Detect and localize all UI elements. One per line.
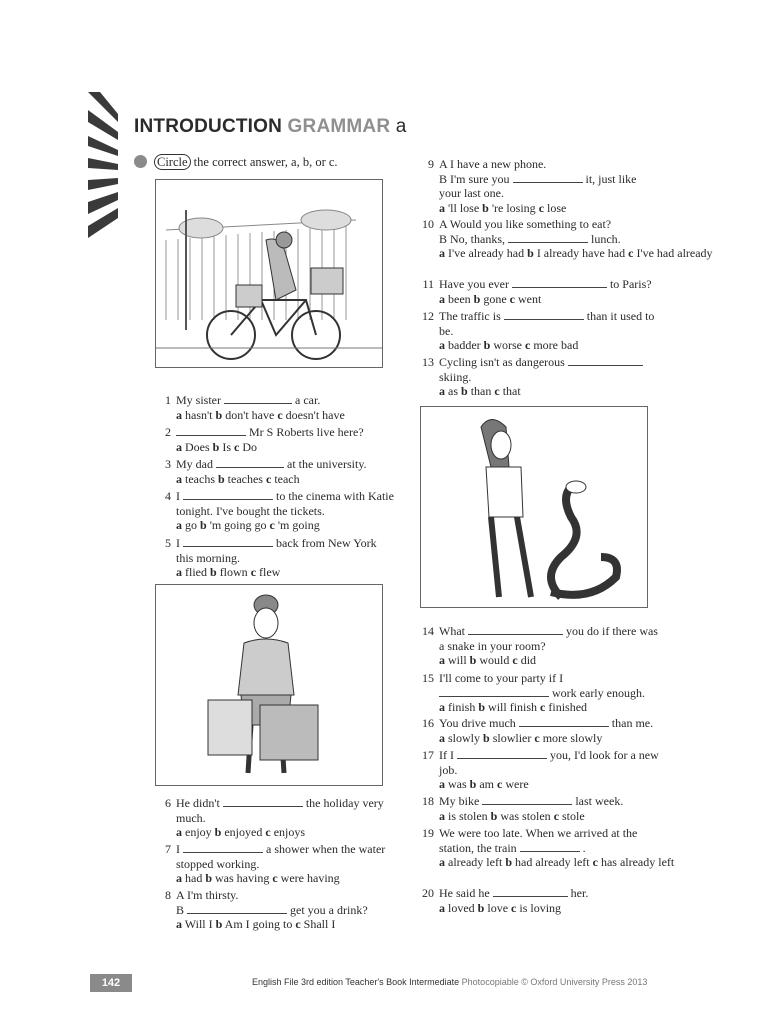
- snake-illustration: [420, 406, 648, 608]
- answer-option-b[interactable]: b gone: [473, 291, 507, 306]
- question-17: [422, 748, 659, 792]
- answer-option-a[interactable]: a I've already had: [439, 246, 525, 260]
- question-12: [422, 309, 659, 353]
- answer-options: [439, 292, 659, 307]
- answer-option-b[interactable]: b was stolen: [490, 808, 551, 823]
- answer-option-a[interactable]: a already left: [439, 855, 503, 869]
- question-1: [165, 393, 396, 422]
- page-title: INTRODUCTION GRAMMAR a: [134, 116, 407, 137]
- cyclist-illustration: [155, 179, 383, 368]
- question-text: B I'm sure you it, just like your last one.: [439, 171, 637, 200]
- answer-option-a[interactable]: a loved: [439, 900, 475, 915]
- page-footer: [90, 974, 690, 994]
- answer-blank[interactable]: [520, 841, 580, 852]
- question-4: [165, 489, 396, 533]
- answer-blank[interactable]: [187, 903, 287, 914]
- question-13: [422, 355, 659, 399]
- answer-option-a[interactable]: a slowly: [439, 730, 481, 745]
- answer-blank[interactable]: [216, 457, 284, 468]
- footer-text: English File 3rd edition Teacher's Book Intermediate Photocopiable © Oxford University Press 2013: [252, 977, 648, 987]
- answer-option-b[interactable]: b Am I going to: [215, 917, 293, 931]
- answer-option-c[interactable]: c 'm going: [269, 518, 320, 532]
- question-number: 3: [165, 457, 171, 471]
- answer-option-b[interactable]: b enjoyed: [214, 825, 263, 839]
- answer-options: [439, 901, 659, 916]
- answer-option-b[interactable]: b worse: [483, 338, 523, 352]
- question-number: 6: [165, 796, 171, 810]
- answer-option-b[interactable]: b am: [469, 777, 495, 791]
- question-number: 8: [165, 888, 171, 902]
- answer-options: [176, 825, 396, 840]
- question-10: [422, 217, 713, 261]
- question-18: [422, 794, 659, 823]
- answer-blank[interactable]: [519, 716, 609, 727]
- answer-option-c[interactable]: c enjoys: [265, 825, 306, 839]
- answer-option-c[interactable]: c Do: [234, 439, 258, 454]
- question-text: If I you, I'd look for a new job.: [439, 748, 659, 777]
- question-number: 20: [422, 886, 434, 900]
- answer-blank[interactable]: [224, 393, 292, 404]
- answer-option-c[interactable]: c Shall I: [295, 917, 336, 931]
- question-text: I a shower when the water stopped working.: [176, 842, 386, 871]
- answer-option-c[interactable]: c doesn't have: [277, 407, 345, 422]
- answer-options: [176, 565, 396, 580]
- question-number: 11: [422, 277, 434, 291]
- question-number: 18: [422, 794, 434, 808]
- question-20: [422, 886, 659, 915]
- answer-option-b[interactable]: b Is: [212, 439, 232, 454]
- answer-options: [439, 731, 659, 746]
- answer-blank[interactable]: [508, 232, 588, 243]
- question-text: The traffic is than it used to be.: [439, 309, 655, 338]
- answer-option-c[interactable]: c more bad: [525, 338, 579, 352]
- answer-option-c[interactable]: c is loving: [511, 900, 562, 915]
- question-11: [422, 277, 659, 306]
- question-6: [165, 796, 396, 840]
- answer-option-a[interactable]: a teachs: [176, 471, 215, 486]
- question-text: I to the cinema with Katie tonight. I've bought the tickets.: [176, 489, 394, 518]
- answer-option-b[interactable]: b flown: [210, 565, 248, 579]
- answer-option-b[interactable]: b will finish: [478, 700, 538, 714]
- answer-options: [439, 201, 659, 216]
- answer-blank[interactable]: [183, 489, 273, 500]
- question-dialogue-line: A I have a new phone.: [439, 157, 547, 171]
- question-text: What you do if there was a snake in your room?: [439, 624, 658, 653]
- answer-options: [439, 246, 713, 261]
- question-number: 4: [165, 489, 171, 503]
- answer-option-a[interactable]: a been: [439, 291, 471, 306]
- answer-blank[interactable]: [513, 172, 583, 183]
- answer-option-a[interactable]: a will: [439, 653, 467, 667]
- answer-blank[interactable]: [468, 624, 563, 635]
- answer-options: [176, 408, 396, 423]
- question-number: 19: [422, 826, 434, 840]
- question-5: [165, 536, 396, 580]
- answer-option-c[interactable]: c stole: [553, 808, 585, 823]
- answer-option-a[interactable]: a enjoy: [176, 825, 212, 839]
- answer-options: [176, 440, 396, 455]
- question-number: 1: [165, 393, 171, 407]
- question-19: [422, 826, 675, 870]
- snake-drawing: [421, 407, 647, 607]
- page-number: 142: [90, 974, 132, 992]
- question-number: 10: [422, 217, 434, 231]
- question-text: B No, thanks, lunch.: [439, 231, 621, 246]
- question-text: Mr S Roberts live here?: [176, 425, 396, 440]
- answer-option-b[interactable]: b had already left: [505, 855, 590, 869]
- instruction: Circle the correct answer, a, b, or c.: [134, 155, 338, 170]
- answer-blank[interactable]: [183, 842, 263, 853]
- answer-blank[interactable]: [183, 536, 273, 547]
- answer-option-c[interactable]: c that: [494, 384, 521, 398]
- question-text: My bike last week.: [439, 794, 624, 808]
- answer-option-c[interactable]: c flew: [250, 565, 281, 579]
- answer-blank[interactable]: [504, 309, 584, 320]
- traveller-illustration: [155, 584, 383, 786]
- answer-option-b[interactable]: b was having: [205, 871, 270, 885]
- answer-option-c[interactable]: c went: [509, 291, 542, 306]
- answer-option-a[interactable]: a was: [439, 777, 467, 791]
- answer-option-c[interactable]: c were having: [272, 871, 340, 885]
- question-14: [422, 624, 659, 668]
- question-7: [165, 842, 396, 886]
- question-number: 17: [422, 748, 434, 762]
- question-number: 15: [422, 671, 434, 685]
- question-number: 13: [422, 355, 434, 369]
- answer-option-c[interactable]: c did: [512, 653, 537, 667]
- question-number: 7: [165, 842, 171, 856]
- answer-options: [176, 472, 396, 487]
- answer-option-a[interactable]: a is stolen: [439, 808, 488, 823]
- question-text: My dad at the university.: [176, 457, 367, 471]
- answer-options: [439, 855, 675, 870]
- question-text: I'll come to your party if I work early enough.: [439, 671, 645, 700]
- question-text: He didn't the holiday very much.: [176, 796, 384, 825]
- question-3: [165, 457, 396, 486]
- answer-option-c[interactable]: c teach: [265, 471, 300, 486]
- question-dialogue-line: A I'm thirsty.: [176, 888, 239, 902]
- answer-options: [176, 917, 396, 932]
- question-number: 2: [165, 425, 171, 439]
- answer-options: [176, 518, 396, 533]
- answer-option-b[interactable]: b love: [477, 900, 509, 915]
- question-16: [422, 716, 659, 745]
- question-text: We were too late. When we arrived at the station, the train .: [439, 826, 638, 855]
- answer-option-a[interactable]: a 'll lose: [439, 200, 480, 215]
- answer-option-b[interactable]: b I already have had: [527, 246, 626, 260]
- answer-option-a[interactable]: a finish: [439, 700, 476, 714]
- answer-option-a[interactable]: a Does: [176, 439, 210, 454]
- answer-option-c[interactable]: c were: [497, 777, 529, 791]
- question-number: 12: [422, 309, 434, 323]
- answer-option-a[interactable]: a badder: [439, 338, 481, 352]
- question-number: 14: [422, 624, 434, 638]
- question-number: 16: [422, 716, 434, 730]
- question-8: [165, 888, 396, 932]
- question-text: He said he her.: [439, 886, 589, 900]
- answer-option-b[interactable]: b 'm going go: [200, 518, 267, 532]
- traveller-drawing: [156, 585, 382, 785]
- question-dialogue-line: A Would you like something to eat?: [439, 217, 612, 231]
- question-text: Cycling isn't as dangerous skiing.: [439, 355, 659, 384]
- sunburst-decoration: [88, 92, 118, 238]
- answer-option-a[interactable]: a Will I: [176, 917, 213, 931]
- answer-option-c[interactable]: c more slowly: [534, 730, 603, 745]
- answer-blank[interactable]: [493, 886, 568, 897]
- answer-option-a[interactable]: a go: [176, 518, 197, 532]
- question-text: Have you ever to Paris?: [439, 277, 652, 291]
- answer-option-b[interactable]: b 're losing: [482, 200, 536, 215]
- question-text: B get you a drink?: [176, 902, 368, 917]
- question-9: [428, 157, 659, 215]
- answer-blank[interactable]: [512, 277, 607, 288]
- cyclist-drawing: [156, 180, 382, 367]
- answer-blank[interactable]: [176, 425, 246, 436]
- bullet-icon: [134, 155, 147, 168]
- answer-blank[interactable]: [568, 355, 643, 366]
- answer-blank[interactable]: [223, 796, 303, 807]
- answer-option-b[interactable]: b than: [461, 384, 492, 398]
- answer-option-b[interactable]: b teaches: [217, 471, 263, 486]
- answer-blank[interactable]: [439, 686, 549, 697]
- answer-options: [439, 653, 659, 668]
- question-text: You drive much than me.: [439, 716, 654, 730]
- answer-options: [176, 871, 396, 886]
- answer-option-a[interactable]: a as: [439, 384, 458, 398]
- answer-option-b[interactable]: b slowlier: [483, 730, 532, 745]
- answer-option-c[interactable]: c lose: [538, 200, 567, 215]
- answer-option-c[interactable]: c finished: [540, 700, 588, 714]
- answer-option-a[interactable]: a flied: [176, 565, 207, 579]
- answer-option-c[interactable]: c I've had already: [628, 246, 713, 260]
- answer-options: [439, 809, 659, 824]
- question-text: I back from New York this morning.: [176, 536, 377, 565]
- question-number: 5: [165, 536, 171, 550]
- answer-option-a[interactable]: a had: [176, 871, 203, 885]
- answer-options: [439, 777, 659, 792]
- answer-options: [439, 338, 659, 353]
- answer-option-c[interactable]: c has already left: [592, 855, 675, 869]
- answer-options: [439, 700, 659, 715]
- answer-blank[interactable]: [482, 794, 572, 805]
- question-2: [165, 425, 396, 454]
- answer-options: [439, 384, 659, 399]
- answer-blank[interactable]: [457, 748, 547, 759]
- answer-option-b[interactable]: b don't have: [215, 407, 275, 422]
- question-15: [422, 671, 659, 715]
- answer-option-b[interactable]: b would: [469, 653, 510, 667]
- answer-option-a[interactable]: a hasn't: [176, 407, 213, 422]
- question-text: My sister a car.: [176, 393, 321, 407]
- question-number: 9: [428, 157, 434, 171]
